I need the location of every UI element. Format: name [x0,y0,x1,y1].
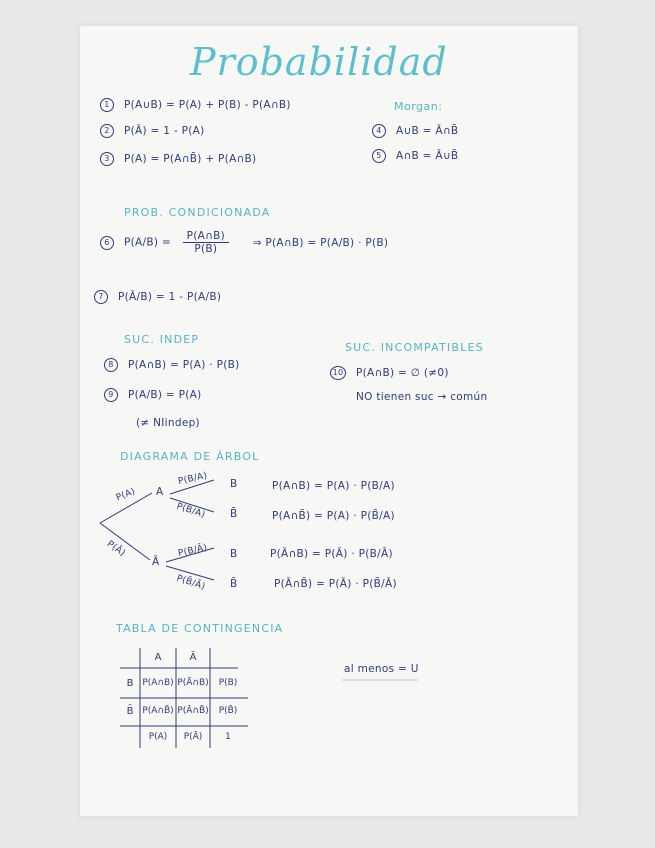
incompatibles-note: NO tienen suc → común [356,391,488,403]
fraction-denominator: P(B) [194,243,218,255]
table-row-header: B̄ [126,706,134,717]
indep-note: (≠ NIindep) [136,417,200,429]
tree-branch-label: P(B/Ā) [177,543,209,559]
tree-leaf: B [230,478,238,490]
page-title: Probabilidad [190,40,448,84]
tree-branch-label: P(B̄/Ā) [175,573,207,593]
formula-text: P(Ā/B) = 1 - P(A/B) [118,291,222,303]
tree-result: P(A∩B) = P(A) · P(B/A) [272,480,395,492]
formula-implication: ⇒ P(A∩B) = P(A/B) · P(B) [252,236,389,249]
tree-leaf: B̄ [230,578,238,590]
tree-result: P(Ā∩B̄) = P(Ā) · P(B̄/Ā) [274,578,397,590]
section-heading-indep: SUC. INDEP [124,333,200,346]
table-total: P(Ā) [183,732,203,742]
tree-leaf: B̄ [230,508,238,520]
formula-number: 9 [104,388,118,402]
table-cell: P(A∩B̄) [142,706,174,716]
table-cell: P(B) [218,678,238,688]
morgan-heading: Morgan: [394,100,443,113]
formula-number: 3 [100,152,114,166]
tree-prob-a: P(A) [114,486,137,504]
tree-result: P(Ā∩B) = P(Ā) · P(B/Ā) [270,548,393,560]
formula-number: 1 [100,98,114,112]
section-heading-incompatibles: SUC. INCOMPATIBLES [345,341,484,354]
formula-text: A∪B = Ā∩B̄ [396,125,459,137]
table-col-header: Ā [189,652,197,663]
tree-node-a: A [156,486,164,498]
table-row-header: B [126,678,134,689]
section-heading-condicionada: PROB. CONDICIONADA [124,206,271,219]
table-col-header: A [154,652,162,663]
formula-text: A∩B = Ā∪B̄ [396,150,459,162]
tree-leaf: B [230,548,238,560]
formula-text: P(A/B) = P(A) [128,389,202,401]
table-cell: P(A∩B) [142,678,174,688]
table-cell: P(Ā∩B̄) [177,706,209,716]
formula-text: P(A∩B) = P(A) · P(B) [128,359,240,371]
section-heading-tabla: TABLA DE CONTINGENCIA [116,622,284,635]
formula-text: P(A∩B) = ∅ (≠0) [356,367,449,379]
table-total: P(A) [148,732,168,742]
table-cell: P(B̄) [218,706,238,716]
formula-number: 7 [94,290,108,304]
side-note: al menos = U [344,663,419,675]
tree-branch-label: P(B̄/A) [175,501,207,521]
table-cell: P(Ā∩B) [177,678,209,688]
formula-text: P(A∪B) = P(A) + P(B) - P(A∩B) [124,99,291,111]
formula-number: 6 [100,236,114,250]
fraction-numerator: P(A∩B) [183,230,229,243]
tree-result: P(A∩B̄) = P(A) · P(B̄/A) [272,510,395,522]
formula-text: P(A) = P(A∩B̄) + P(A∩B) [124,153,257,165]
formula-number: 4 [372,124,386,138]
formula-number: 5 [372,149,386,163]
formula-lhs: P(A/B) = [124,236,171,249]
tree-node-not-a: Ā [152,556,160,568]
formula-number: 2 [100,124,114,138]
tree-branch-label: P(B/A) [177,471,209,487]
formula-text: P(Ā) = 1 - P(A) [124,125,205,137]
formula-number: 8 [104,358,118,372]
tree-prob-not-a: P(Ā) [104,539,127,559]
formula-number: 10 [330,366,346,380]
section-heading-arbol: DIAGRAMA DE ÁRBOL [120,450,260,463]
table-total: 1 [225,732,231,742]
